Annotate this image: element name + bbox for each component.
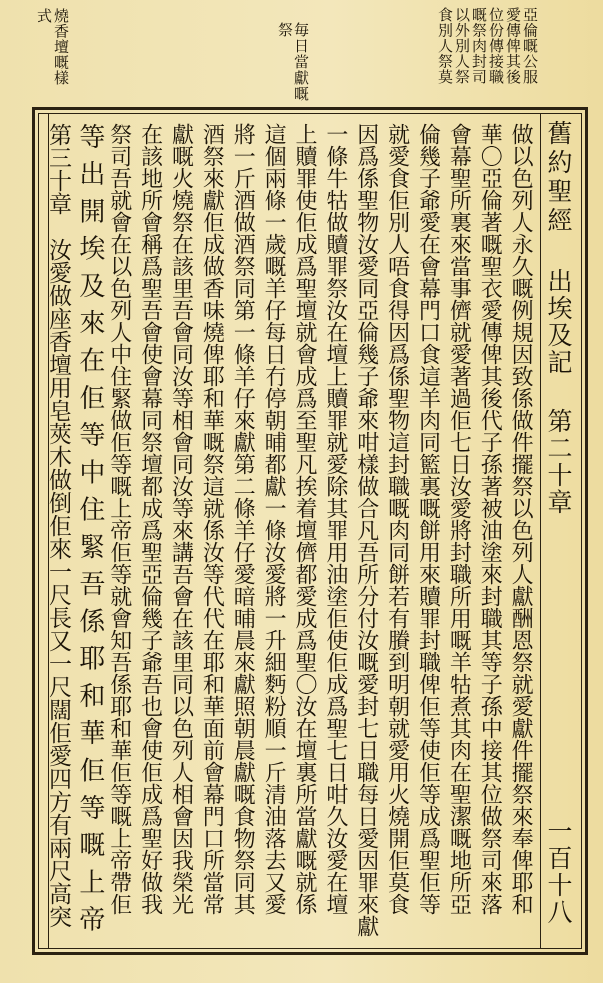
book-title: 舊約聖經	[544, 120, 573, 236]
top-note-right-3: 位份傳接職	[487, 7, 505, 85]
text-column-10: 將一斤酒做酒祭同第一條羊仔來獻第二條羊仔愛暗晡晨來獻照朝晨獻嘅食物祭同其	[230, 123, 256, 915]
top-note-right-6: 食別人祭莫	[436, 7, 454, 85]
text-column-5: 就愛食佢別人唔食得因爲係聖物這封職嘅肉同餅若有賸到明朝就愛用火燒開佢莫食	[384, 123, 410, 915]
text-column-6: 因爲係聖物汝愛同亞倫幾子爺來咁樣做合凡吾所分付汝嘅愛封七日職每日愛因罪來獻	[353, 123, 379, 937]
text-column-7: 一條牛牯做贖罪祭汝在壇上贖罪就愛除其罪用油塗佢使佢成爲聖七日咁久汝愛在壇	[322, 123, 348, 915]
top-note-center-1: 毎日當獻嘅	[292, 22, 310, 102]
top-note-right-1: 亞倫嘅公服	[521, 7, 539, 85]
top-note-right-4: 嘅祭肉封司	[470, 7, 488, 85]
top-note-left-1: 燒香壇嘅樣	[52, 8, 70, 86]
chapter-30-column: 第三十章 汝愛做座香壇用皂莢木做倒佢來一尺長又一尺闊佢愛四方有兩尺高突	[44, 123, 71, 928]
top-note-center-2: 祭	[276, 22, 294, 38]
text-column-8: 上贖罪使佢成爲聖壇就會成爲至聖凡挨着壇儕都愛成爲聖〇汝在壇裏所當獻嘅就係	[291, 123, 317, 915]
text-column-4: 倫幾子爺愛在會幕門口食這羊肉同籃裏嘅餅用來贖罪封職俾佢等使佢等成爲聖佢等	[415, 123, 441, 915]
page-number: 一百十八	[544, 818, 573, 926]
chapter-title: 第二十章	[544, 408, 573, 516]
text-column-12: 獻嘅火燒祭在該里吾會同汝等相會同汝等來講吾會在該里同以色列人相會因我榮光	[168, 123, 194, 915]
text-column-9: 這個兩條一歲嘅羊仔每日冇停朝晡都獻一條汝愛將一升細麪粉順一斤清油落去又愛	[261, 123, 287, 915]
running-header	[546, 120, 571, 516]
top-note-right-5: 以外別人祭	[453, 7, 471, 85]
text-column-15: 等出開埃及來在佢等中住緊吾係耶和華佢等嘅上帝	[74, 123, 105, 943]
top-note-right-2: 愛傳俾其後	[504, 7, 522, 85]
text-column-14: 祭司吾就會在以色列人中住緊做佢等嘅上帝佢等就會知吾係耶和華佢等嘅上帝帶佢	[106, 123, 132, 915]
text-column-3: 會幕聖所裏來當事儕就愛著過佢七日汝愛將封職所用嘅羊牯煮其肉在聖潔嘅地所亞	[446, 123, 472, 915]
header-divider-line	[540, 113, 541, 949]
top-note-left-2: 式	[35, 8, 53, 24]
text-column-1: 做以色列人永久嘅例規因致係做件擺祭以色列人獻酬恩祭就愛獻件擺祭來奉俾耶和	[508, 123, 534, 915]
section-title: 出埃及記	[544, 268, 573, 376]
text-column-2: 華〇亞倫著嘅聖衣愛傳俾其後代子孫著被油塗來封職其等子孫中接其位做祭司來落	[477, 123, 503, 915]
text-column-13: 在該地所會稱爲聖吾會使會幕同祭壇都成爲聖亞倫幾子爺吾也會使佢成爲聖好做我	[137, 123, 163, 915]
text-column-11: 酒祭來獻佢成做香味燒俾耶和華嘅祭這就係汝等代代在耶和華面前會幕門口所當常	[199, 123, 225, 915]
